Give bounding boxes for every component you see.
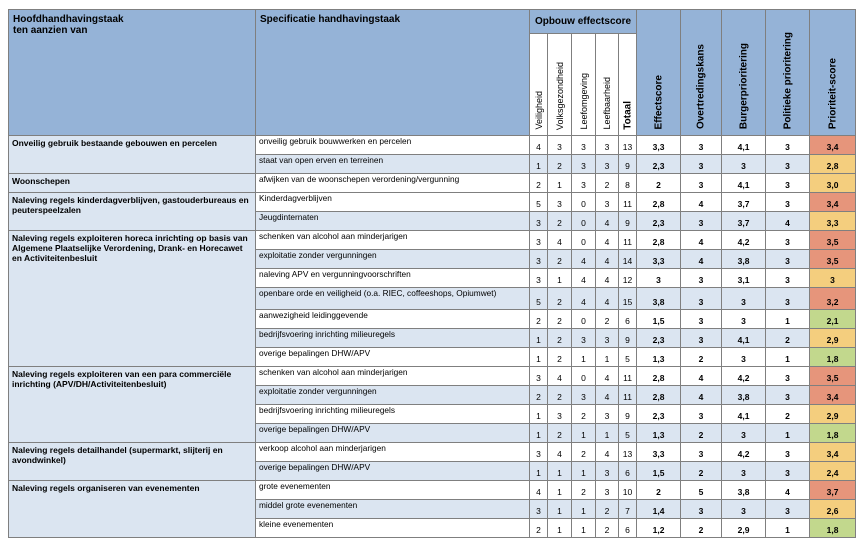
prioriteit-cell: 2,9	[810, 405, 856, 424]
spec-cell: exploitatie zonder vergunningen	[256, 386, 530, 405]
score-cell: 4	[572, 269, 596, 288]
score-cell: 12	[619, 269, 637, 288]
header-leefbaarheid	[596, 34, 619, 136]
score-cell: 6	[619, 310, 637, 329]
header-politieke	[766, 10, 810, 136]
politieke-cell: 3	[766, 193, 810, 212]
politieke-cell: 3	[766, 231, 810, 250]
burgerprioritering-cell: 3	[722, 310, 766, 329]
overtredingskans-cell: 5	[681, 481, 722, 500]
score-cell: 4	[596, 288, 619, 310]
header-prioriteit	[810, 10, 856, 136]
score-cell: 4	[548, 367, 572, 386]
score-cell: 1	[530, 405, 548, 424]
header-burgerprioritering	[722, 10, 766, 136]
burgerprioritering-cell: 3	[722, 462, 766, 481]
overtredingskans-cell: 3	[681, 500, 722, 519]
overtredingskans-cell: 3	[681, 174, 722, 193]
spec-cell: kleine evenementen	[256, 519, 530, 538]
score-cell: 9	[619, 329, 637, 348]
prioriteit-cell: 2,9	[810, 329, 856, 348]
prioriteit-cell: 3,2	[810, 288, 856, 310]
score-cell: 9	[619, 155, 637, 174]
score-cell: 0	[572, 231, 596, 250]
effectscore-cell: 2	[637, 481, 681, 500]
effectscore-cell: 2,8	[637, 386, 681, 405]
score-cell: 6	[619, 519, 637, 538]
effectscore-cell: 3,3	[637, 250, 681, 269]
politieke-cell: 4	[766, 212, 810, 231]
score-cell: 2	[596, 310, 619, 329]
score-cell: 1	[530, 329, 548, 348]
spec-cell: overige bepalingen DHW/APV	[256, 348, 530, 367]
score-cell: 1	[548, 269, 572, 288]
score-cell: 1	[572, 519, 596, 538]
spec-cell: schenken van alcohol aan minderjarigen	[256, 231, 530, 250]
overtredingskans-cell: 3	[681, 155, 722, 174]
spec-cell: bedrijfsvoering inrichting milieuregels	[256, 329, 530, 348]
score-cell: 11	[619, 386, 637, 405]
politieke-cell: 2	[766, 405, 810, 424]
table-body	[9, 136, 856, 538]
score-cell: 3	[596, 405, 619, 424]
burgerprioritering-cell: 4,1	[722, 136, 766, 155]
spec-cell: naleving APV en vergunningvoorschriften	[256, 269, 530, 288]
score-cell: 4	[596, 212, 619, 231]
score-cell: 3	[596, 329, 619, 348]
score-cell: 2	[548, 155, 572, 174]
score-cell: 2	[548, 310, 572, 329]
table-row	[9, 193, 856, 212]
politieke-cell: 1	[766, 424, 810, 443]
score-cell: 1	[548, 519, 572, 538]
score-cell: 2	[530, 519, 548, 538]
spec-cell: overige bepalingen DHW/APV	[256, 424, 530, 443]
effectscore-cell: 1,4	[637, 500, 681, 519]
score-cell: 4	[572, 288, 596, 310]
prioriteit-cell: 3,4	[810, 443, 856, 462]
priority-table	[8, 9, 856, 538]
score-cell: 1	[530, 348, 548, 367]
score-cell: 3	[548, 405, 572, 424]
burgerprioritering-cell: 4,1	[722, 174, 766, 193]
score-cell: 1	[548, 462, 572, 481]
overtredingskans-cell: 3	[681, 405, 722, 424]
score-cell: 7	[619, 500, 637, 519]
score-cell: 4	[548, 443, 572, 462]
effectscore-cell: 3,8	[637, 288, 681, 310]
effectscore-cell: 1,3	[637, 348, 681, 367]
prioriteit-cell: 3,4	[810, 136, 856, 155]
politieke-cell: 3	[766, 136, 810, 155]
score-cell: 1	[572, 348, 596, 367]
score-cell: 2	[548, 288, 572, 310]
score-cell: 2	[548, 424, 572, 443]
effectscore-cell: 1,2	[637, 519, 681, 538]
score-cell: 13	[619, 443, 637, 462]
burgerprioritering-cell: 2,9	[722, 519, 766, 538]
score-cell: 4	[530, 136, 548, 155]
score-cell: 3	[572, 174, 596, 193]
score-cell: 11	[619, 367, 637, 386]
score-cell: 3	[596, 462, 619, 481]
spec-cell: staat van open erven en terreinen	[256, 155, 530, 174]
spec-cell: aanwezigheid leidinggevende	[256, 310, 530, 329]
burgerprioritering-cell: 4,1	[722, 405, 766, 424]
burgerprioritering-cell: 3	[722, 288, 766, 310]
burgerprioritering-cell: 4,1	[722, 329, 766, 348]
table-row	[9, 481, 856, 500]
score-cell: 0	[572, 212, 596, 231]
overtredingskans-cell: 3	[681, 329, 722, 348]
score-cell: 2	[548, 212, 572, 231]
score-cell: 2	[572, 481, 596, 500]
score-cell: 0	[572, 193, 596, 212]
score-cell: 1	[572, 462, 596, 481]
politieke-cell: 3	[766, 386, 810, 405]
score-cell: 1	[548, 500, 572, 519]
overtredingskans-cell: 3	[681, 310, 722, 329]
score-cell: 14	[619, 250, 637, 269]
effectscore-cell: 2,8	[637, 367, 681, 386]
header-overtredingskans-label: Overtredingskans	[695, 43, 707, 129]
score-cell: 1	[548, 174, 572, 193]
overtredingskans-cell: 3	[681, 212, 722, 231]
prioriteit-cell: 3,4	[810, 193, 856, 212]
header-effectscore-label: Effectscore	[653, 74, 665, 129]
spec-cell: Kinderdagverblijven	[256, 193, 530, 212]
spec-cell: grote evenementen	[256, 481, 530, 500]
header-veiligheid-label: Veiligheid	[533, 91, 544, 130]
prioriteit-cell: 3,5	[810, 231, 856, 250]
score-cell: 2	[596, 174, 619, 193]
politieke-cell: 1	[766, 310, 810, 329]
spec-cell: Jeugdinternaten	[256, 212, 530, 231]
score-cell: 2	[548, 348, 572, 367]
politieke-cell: 3	[766, 174, 810, 193]
politieke-cell: 1	[766, 348, 810, 367]
score-cell: 15	[619, 288, 637, 310]
spec-cell: openbare orde en veiligheid (o.a. RIEC, coffeeshops, Opiumwet)	[256, 288, 530, 310]
score-cell: 4	[596, 443, 619, 462]
burgerprioritering-cell: 3,1	[722, 269, 766, 288]
score-cell: 5	[530, 193, 548, 212]
burgerprioritering-cell: 3	[722, 424, 766, 443]
header-volksgezondheid-label: Volksgezondheid	[554, 61, 565, 130]
header-effectscore	[637, 10, 681, 136]
score-cell: 2	[596, 519, 619, 538]
overtredingskans-cell: 4	[681, 250, 722, 269]
header-spec: Specificatie handhavingstaak	[256, 10, 530, 136]
effectscore-cell: 2,3	[637, 329, 681, 348]
header-overtredingskans	[681, 10, 722, 136]
overtredingskans-cell: 4	[681, 231, 722, 250]
header-totaal-label: Totaal	[622, 101, 634, 130]
spec-cell: middel grote evenementen	[256, 500, 530, 519]
spec-cell: overige bepalingen DHW/APV	[256, 462, 530, 481]
score-cell: 3	[572, 386, 596, 405]
task-cell: Naleving regels kinderdagverblijven, gastouderbureaus en peuterspeelzalen	[9, 193, 256, 231]
score-cell: 3	[572, 155, 596, 174]
task-cell: Naleving regels exploiteren van een para commerciële inrichting (APV/DH/Activiteitenbesluit)	[9, 367, 256, 443]
task-cell: Naleving regels organiseren van evenementen	[9, 481, 256, 538]
score-cell: 3	[530, 231, 548, 250]
header-leefbaarheid-label: Leefbaarheid	[602, 77, 612, 130]
score-cell: 1	[596, 348, 619, 367]
prioriteit-cell: 2,8	[810, 155, 856, 174]
table-row	[9, 174, 856, 193]
effectscore-cell: 3	[637, 269, 681, 288]
spec-cell: verkoop alcohol aan minderjarigen	[256, 443, 530, 462]
score-cell: 2	[572, 405, 596, 424]
score-cell: 3	[548, 136, 572, 155]
score-cell: 9	[619, 405, 637, 424]
effectscore-cell: 2,8	[637, 231, 681, 250]
prioriteit-cell: 1,8	[810, 519, 856, 538]
politieke-cell: 3	[766, 500, 810, 519]
table-row	[9, 136, 856, 155]
score-cell: 11	[619, 193, 637, 212]
politieke-cell: 3	[766, 155, 810, 174]
prioriteit-cell: 3,3	[810, 212, 856, 231]
header-volksgezondheid	[548, 34, 572, 136]
header-burgerprioritering-label: Burgerprioritering	[738, 42, 750, 129]
burgerprioritering-cell: 3,7	[722, 193, 766, 212]
score-cell: 3	[530, 269, 548, 288]
score-cell: 2	[596, 500, 619, 519]
overtredingskans-cell: 2	[681, 424, 722, 443]
politieke-cell: 3	[766, 269, 810, 288]
prioriteit-cell: 1,8	[810, 348, 856, 367]
header-task-label: Hoofdhandhavingstaak	[13, 14, 124, 25]
score-cell: 1	[530, 424, 548, 443]
burgerprioritering-cell: 3	[722, 155, 766, 174]
score-cell: 3	[572, 136, 596, 155]
header-leefomgeving	[572, 34, 596, 136]
overtredingskans-cell: 3	[681, 269, 722, 288]
politieke-cell: 3	[766, 443, 810, 462]
score-cell: 2	[530, 174, 548, 193]
effectscore-cell: 2	[637, 174, 681, 193]
overtredingskans-cell: 3	[681, 288, 722, 310]
score-cell: 3	[596, 481, 619, 500]
score-cell: 13	[619, 136, 637, 155]
table-row	[9, 231, 856, 250]
score-cell: 3	[530, 500, 548, 519]
burgerprioritering-cell: 4,2	[722, 443, 766, 462]
overtredingskans-cell: 3	[681, 443, 722, 462]
prioriteit-cell: 3,7	[810, 481, 856, 500]
overtredingskans-cell: 4	[681, 386, 722, 405]
score-cell: 3	[572, 329, 596, 348]
score-cell: 1	[572, 500, 596, 519]
score-cell: 5	[619, 348, 637, 367]
burgerprioritering-cell: 3,7	[722, 212, 766, 231]
prioriteit-cell: 3,5	[810, 250, 856, 269]
table-row	[9, 367, 856, 386]
score-cell: 3	[596, 136, 619, 155]
score-cell: 4	[596, 231, 619, 250]
score-cell: 2	[530, 386, 548, 405]
score-cell: 4	[596, 367, 619, 386]
score-cell: 3	[530, 250, 548, 269]
score-cell: 4	[596, 386, 619, 405]
score-cell: 3	[530, 212, 548, 231]
overtredingskans-cell: 2	[681, 348, 722, 367]
header-task-sub: ten aanzien van	[13, 25, 88, 36]
effectscore-cell: 3,3	[637, 443, 681, 462]
task-cell: Onveilig gebruik bestaande gebouwen en percelen	[9, 136, 256, 174]
burgerprioritering-cell: 3	[722, 500, 766, 519]
score-cell: 1	[596, 424, 619, 443]
header-totaal	[619, 34, 637, 136]
burgerprioritering-cell: 3,8	[722, 481, 766, 500]
prioriteit-cell: 1,8	[810, 424, 856, 443]
prioriteit-cell: 3,4	[810, 386, 856, 405]
score-cell: 11	[619, 231, 637, 250]
score-cell: 0	[572, 367, 596, 386]
spec-cell: exploitatie zonder vergunningen	[256, 250, 530, 269]
score-cell: 1	[530, 462, 548, 481]
burgerprioritering-cell: 4,2	[722, 231, 766, 250]
prioriteit-cell: 2,6	[810, 500, 856, 519]
overtredingskans-cell: 3	[681, 136, 722, 155]
score-cell: 1	[530, 155, 548, 174]
prioriteit-cell: 2,4	[810, 462, 856, 481]
politieke-cell: 3	[766, 367, 810, 386]
spec-cell: onveilig gebruik bouwwerken en percelen	[256, 136, 530, 155]
score-cell: 1	[548, 481, 572, 500]
score-cell: 8	[619, 174, 637, 193]
effectscore-cell: 3,3	[637, 136, 681, 155]
task-cell: Woonschepen	[9, 174, 256, 193]
task-cell: Naleving regels detailhandel (supermarkt, slijterij en avondwinkel)	[9, 443, 256, 481]
score-cell: 2	[548, 250, 572, 269]
prioriteit-cell: 3	[810, 269, 856, 288]
overtredingskans-cell: 2	[681, 519, 722, 538]
score-cell: 4	[596, 250, 619, 269]
score-cell: 0	[572, 310, 596, 329]
score-cell: 4	[596, 269, 619, 288]
politieke-cell: 3	[766, 288, 810, 310]
score-cell: 9	[619, 212, 637, 231]
effectscore-cell: 1,3	[637, 424, 681, 443]
politieke-cell: 4	[766, 481, 810, 500]
politieke-cell: 3	[766, 462, 810, 481]
score-cell: 3	[530, 443, 548, 462]
score-cell: 3	[530, 367, 548, 386]
header-prioriteit-label: Prioriteit-score	[827, 57, 839, 129]
table-row	[9, 443, 856, 462]
score-cell: 4	[530, 481, 548, 500]
overtredingskans-cell: 2	[681, 462, 722, 481]
effectscore-cell: 1,5	[637, 462, 681, 481]
score-cell: 10	[619, 481, 637, 500]
task-cell: Naleving regels exploiteren horeca inrichting op basis van Algemene Plaatselijke Verordening, Drank- en Horecawet en Activiteitenbesluit	[9, 231, 256, 367]
burgerprioritering-cell: 3,8	[722, 386, 766, 405]
overtredingskans-cell: 4	[681, 367, 722, 386]
score-cell: 4	[572, 250, 596, 269]
score-cell: 5	[619, 424, 637, 443]
score-cell: 6	[619, 462, 637, 481]
score-cell: 4	[548, 231, 572, 250]
spec-cell: afwijken van de woonschepen verordening/vergunning	[256, 174, 530, 193]
header-politieke-label: Politieke prioritering	[782, 31, 794, 129]
effectscore-cell: 1,5	[637, 310, 681, 329]
effectscore-cell: 2,3	[637, 405, 681, 424]
score-cell: 2	[530, 310, 548, 329]
spec-cell: bedrijfsvoering inrichting milieuregels	[256, 405, 530, 424]
politieke-cell: 3	[766, 250, 810, 269]
score-cell: 2	[548, 329, 572, 348]
header-leefomgeving-label: Leefomgeving	[578, 73, 589, 130]
spec-cell: schenken van alcohol aan minderjarigen	[256, 367, 530, 386]
overtredingskans-cell: 4	[681, 193, 722, 212]
burgerprioritering-cell: 4,2	[722, 367, 766, 386]
score-cell: 1	[572, 424, 596, 443]
score-cell: 2	[548, 386, 572, 405]
effectscore-cell: 2,3	[637, 155, 681, 174]
prioriteit-cell: 3,0	[810, 174, 856, 193]
prioriteit-cell: 2,1	[810, 310, 856, 329]
politieke-cell: 2	[766, 329, 810, 348]
effectscore-cell: 2,8	[637, 193, 681, 212]
score-cell: 2	[572, 443, 596, 462]
header-opbouw: Opbouw effectscore	[530, 10, 637, 34]
header-veiligheid	[530, 34, 548, 136]
politieke-cell: 1	[766, 519, 810, 538]
score-cell: 3	[596, 155, 619, 174]
score-cell: 3	[596, 193, 619, 212]
burgerprioritering-cell: 3,8	[722, 250, 766, 269]
prioriteit-cell: 3,5	[810, 367, 856, 386]
effectscore-cell: 2,3	[637, 212, 681, 231]
burgerprioritering-cell: 3	[722, 348, 766, 367]
score-cell: 5	[530, 288, 548, 310]
score-cell: 3	[548, 193, 572, 212]
header-task	[9, 10, 256, 136]
